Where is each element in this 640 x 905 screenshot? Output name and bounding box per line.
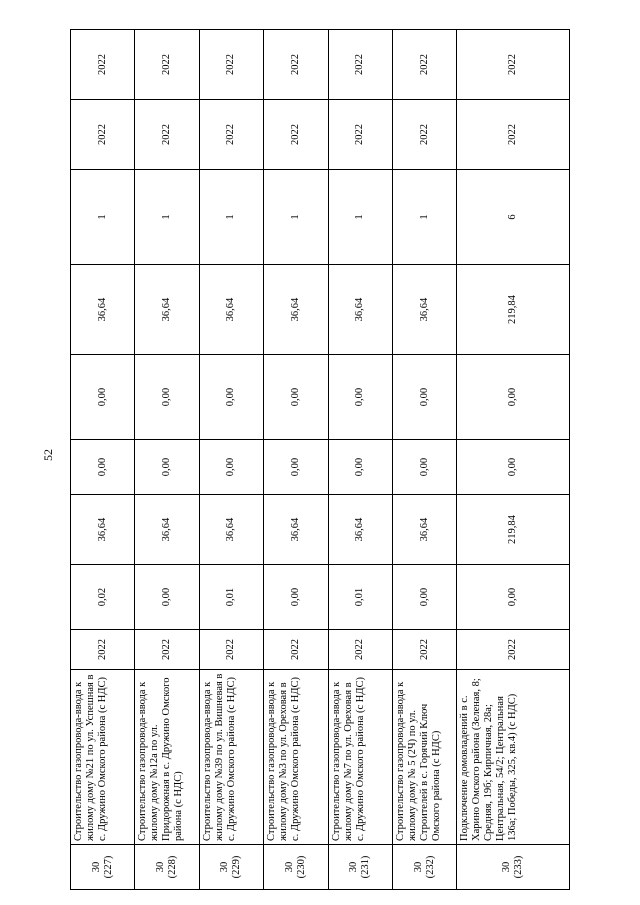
row-v3: 0,00 [264,440,328,495]
row-id: 30 (227) [71,845,135,890]
row-y2: 2022 [135,30,199,100]
row-y2: 2022 [392,30,456,100]
row-y1: 2022 [457,100,570,170]
row-qty: 1 [71,170,135,265]
table-row [71,30,135,890]
row-v5: 36,64 [392,265,456,355]
table-body [71,30,570,890]
row-v4: 0,00 [199,355,263,440]
row-qty: 1 [392,170,456,265]
row-v1: 0,01 [199,565,263,630]
row-id: 30 (233) [457,845,570,890]
row-v4: 0,00 [328,355,392,440]
row-id: 30 (228) [135,845,199,890]
table-row [328,30,392,890]
row-qty: 6 [457,170,570,265]
row-y2: 2022 [264,30,328,100]
row-y2: 2022 [328,30,392,100]
projects-table [70,29,570,890]
table-row [392,30,456,890]
row-id: 30 (231) [328,845,392,890]
row-v5: 36,64 [135,265,199,355]
row-v5: 219,84 [457,265,570,355]
row-year: 2022 [264,630,328,670]
row-y1: 2022 [135,100,199,170]
table-row [264,30,328,890]
row-v4: 0,00 [457,355,570,440]
row-y1: 2022 [264,100,328,170]
row-y2: 2022 [457,30,570,100]
row-v4: 0,00 [71,355,135,440]
row-v4: 0,00 [392,355,456,440]
row-year: 2022 [328,630,392,670]
row-y2: 2022 [71,30,135,100]
row-v2: 36,64 [199,495,263,565]
row-id: 30 (230) [264,845,328,890]
row-v3: 0,00 [457,440,570,495]
rotated-table-container [70,30,570,890]
row-v2: 36,64 [392,495,456,565]
row-year: 2022 [71,630,135,670]
row-v1: 0,00 [135,565,199,630]
row-y2: 2022 [199,30,263,100]
row-v2: 36,64 [264,495,328,565]
row-id: 30 (229) [199,845,263,890]
row-year: 2022 [135,630,199,670]
page-number: 52 [41,449,55,461]
row-qty: 1 [264,170,328,265]
row-v2: 219,84 [457,495,570,565]
row-v1: 0,00 [392,565,456,630]
row-v5: 36,64 [199,265,263,355]
row-v2: 36,64 [71,495,135,565]
row-year: 2022 [199,630,263,670]
row-v3: 0,00 [135,440,199,495]
row-name: Строительство газопровода-ввода к жилому дому №21 по ул. Успешная в с. Дружино Омского района (с НДС) [71,670,135,845]
row-v3: 0,00 [392,440,456,495]
row-name: Строительство газопровода-ввода к жилому дому №12а по ул. Придорожная в с. Дружино Омского района (с НДС) [135,670,199,845]
row-v1: 0,00 [457,565,570,630]
row-v3: 0,00 [328,440,392,495]
table-row [199,30,263,890]
row-qty: 1 [135,170,199,265]
row-v3: 0,00 [199,440,263,495]
row-v5: 36,64 [328,265,392,355]
row-qty: 1 [199,170,263,265]
row-name: Подключение домовладений в с. Харино Омского района (Зеленая, 8; Средняя, 19б; Кирпичная, 28а; Центральная, 54/2; Центральная 136а; Победы, 325, кв.4) (с НДС) [457,670,570,845]
table-row [135,30,199,890]
table-row [457,30,570,890]
row-name: Строительство газопровода-ввода к жилому дому №3 по ул. Ореховая в с. Дружино Омского района (с НДС) [264,670,328,845]
row-year: 2022 [392,630,456,670]
row-v2: 36,64 [328,495,392,565]
row-v4: 0,00 [264,355,328,440]
row-name: Строительство газопровода-ввода к жилому дому №39 по ул. Вишневая в с. Дружино Омского района (с НДС) [199,670,263,845]
row-v1: 0,01 [328,565,392,630]
row-v1: 0,00 [264,565,328,630]
row-y1: 2022 [328,100,392,170]
row-name: Строительство газопровода-ввода к жилому дому №7 по ул. Ореховая в с. Дружино Омского района (с НДС) [328,670,392,845]
row-v1: 0,02 [71,565,135,630]
row-y1: 2022 [71,100,135,170]
row-v4: 0,00 [135,355,199,440]
row-v2: 36,64 [135,495,199,565]
row-name: Строительство газопровода-ввода к жилому дому № 5 (2Ч) по ул. Строителей в с. Горячий Ключ Омского района (с НДС) [392,670,456,845]
row-v5: 36,64 [264,265,328,355]
row-v3: 0,00 [71,440,135,495]
row-id: 30 (232) [392,845,456,890]
row-v5: 36,64 [71,265,135,355]
row-y1: 2022 [392,100,456,170]
row-qty: 1 [328,170,392,265]
row-year: 2022 [457,630,570,670]
row-y1: 2022 [199,100,263,170]
